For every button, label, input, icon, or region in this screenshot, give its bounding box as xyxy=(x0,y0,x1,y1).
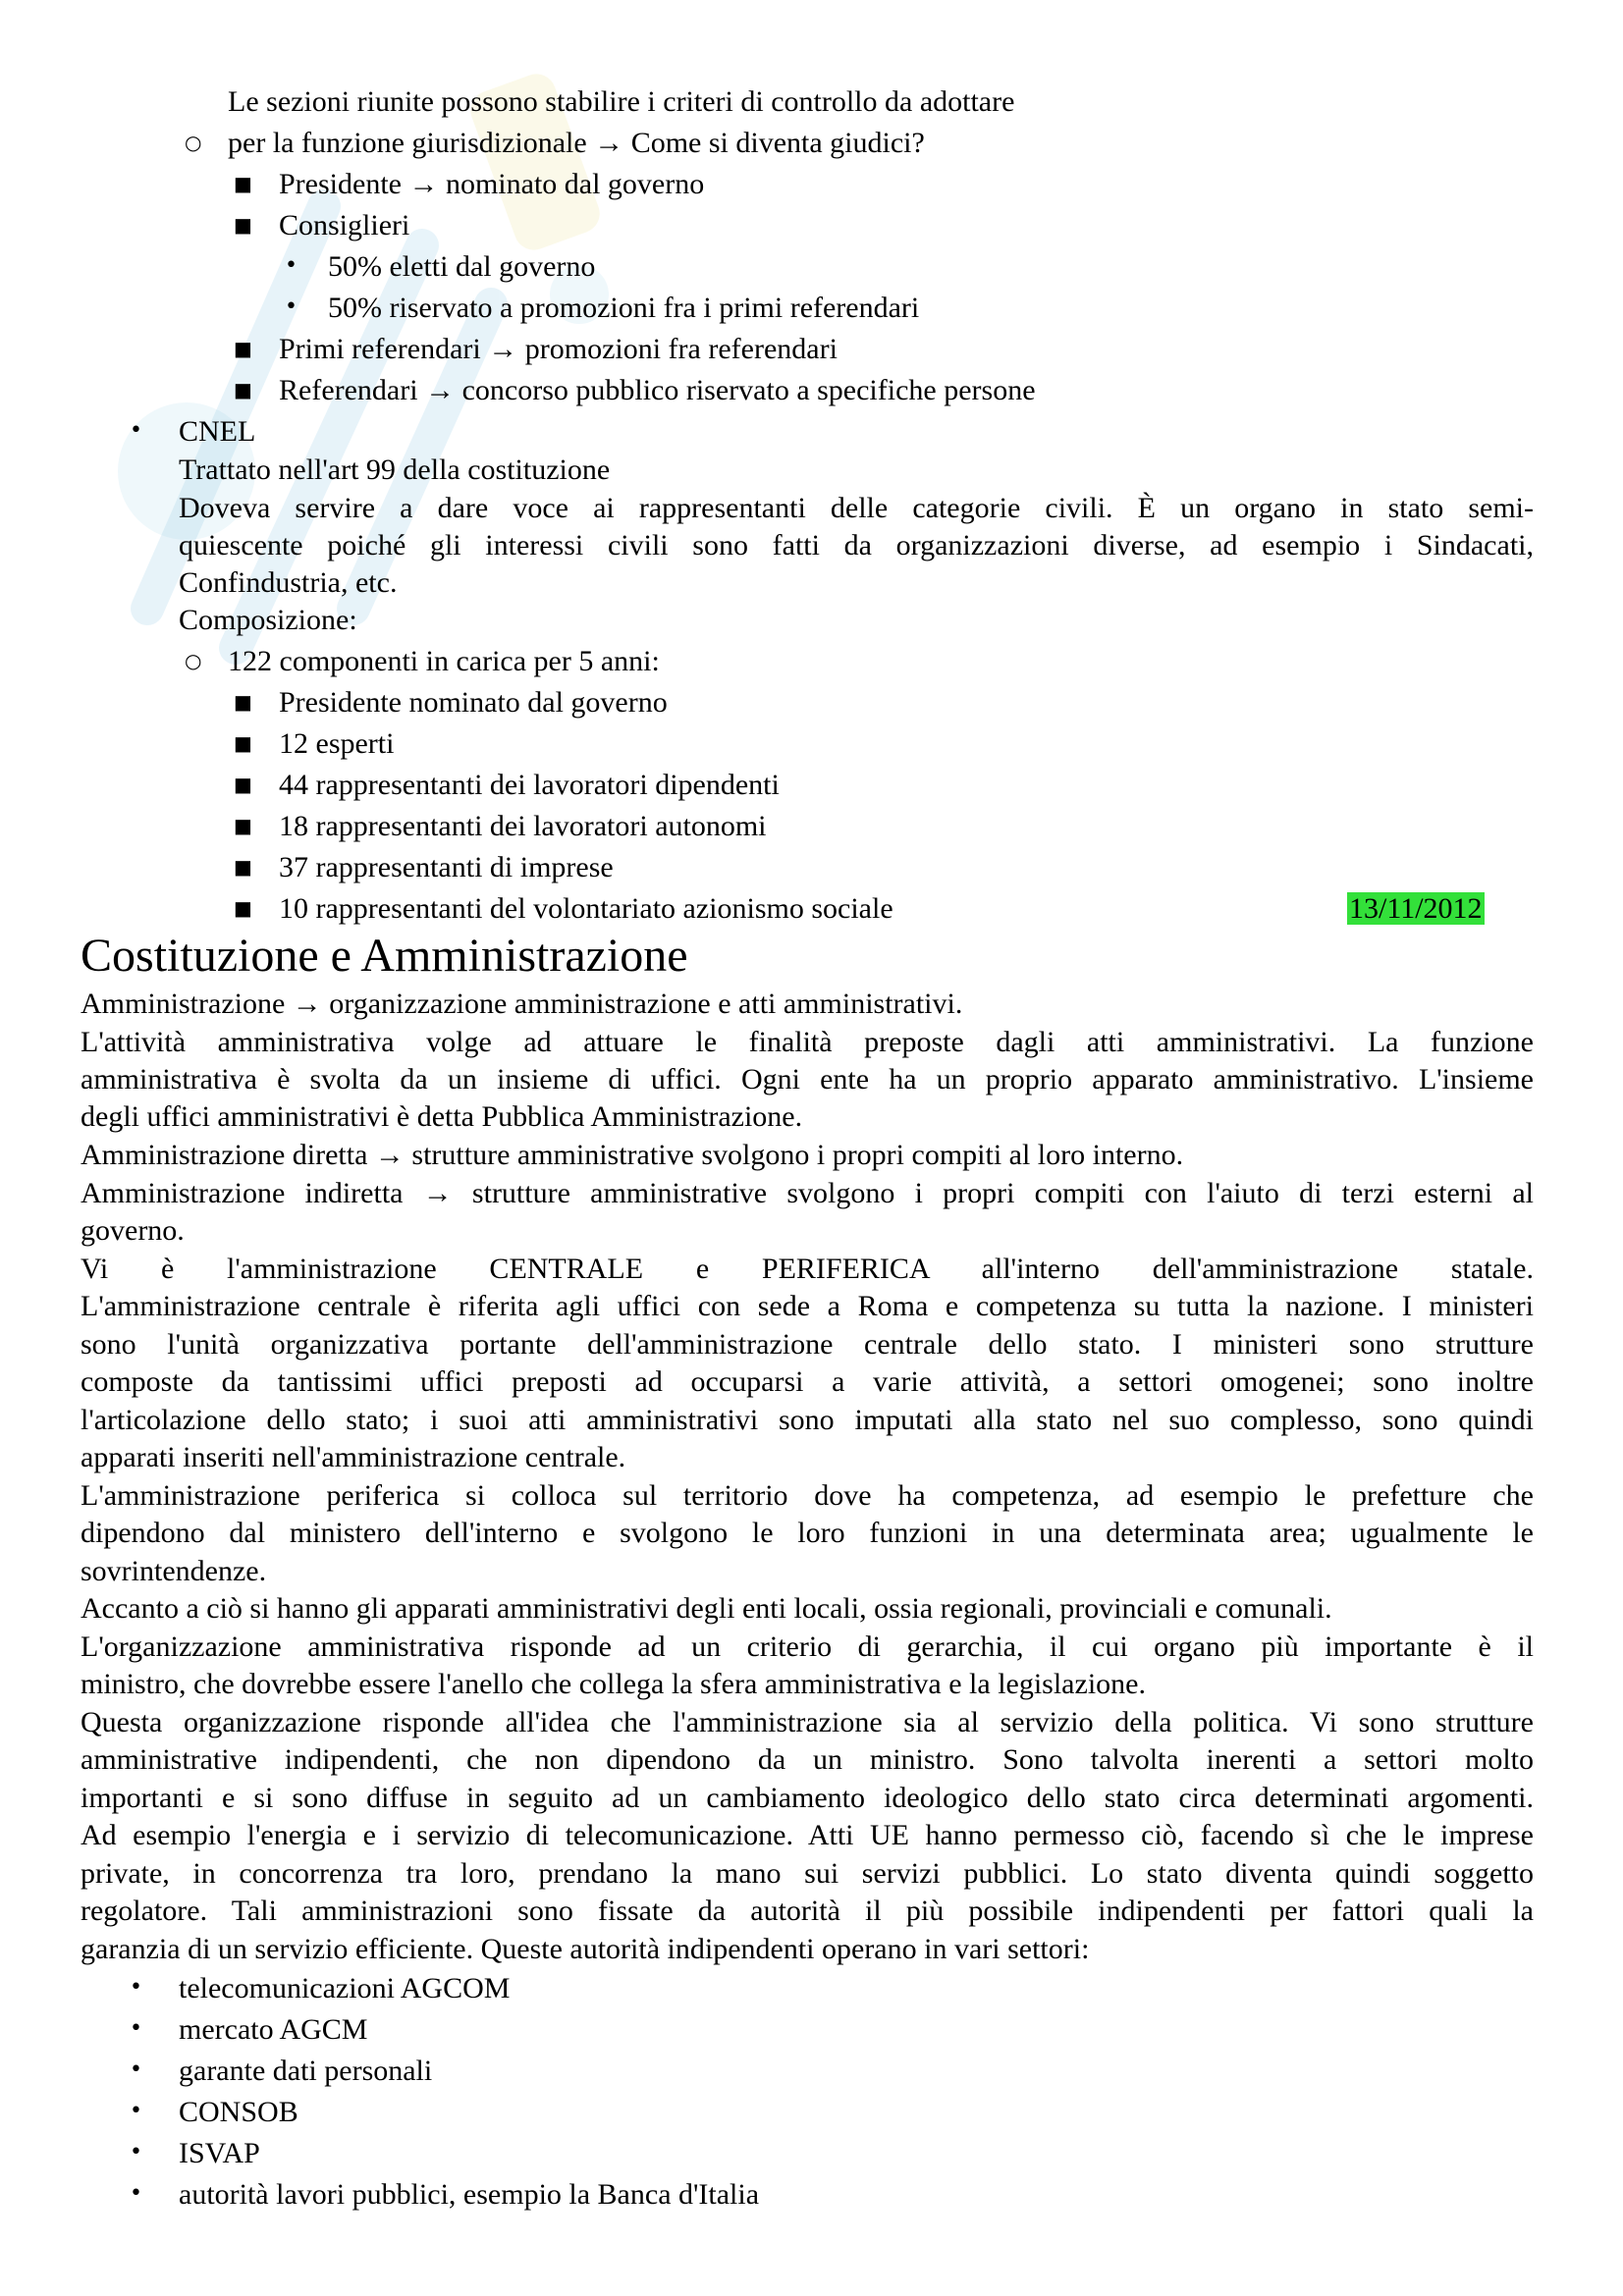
body-line: governo. xyxy=(81,1214,185,1247)
cnel-member-item: Presidente nominato dal governo xyxy=(279,686,668,719)
body-line: Ad esempio l'energia e i servizio di telecomunicazione. Atti UE hanno permesso ciò, facendo sì che le imprese xyxy=(81,1819,1534,1851)
body-line: regolatore. Tali amministrazioni sono fissate da autorità il più possibile indipendenti per fattori quali la xyxy=(81,1895,1534,1927)
body-line: degli uffici amministrativi è detta Pubblica Amministrazione. xyxy=(81,1100,803,1133)
authority-item: mercato AGCM xyxy=(179,2013,368,2046)
square-bullet-icon: ■ xyxy=(234,337,252,360)
body-line: Amministrazione indiretta → strutture amministrative svolgono i propri compiti con l'aiuto di terzi esterni al xyxy=(81,1177,1534,1209)
body-line: garanzia di un servizio efficiente. Queste autorità indipendenti operano in vari settori: xyxy=(81,1933,1090,1965)
square-bullet-icon: ■ xyxy=(234,690,252,714)
body-line: L'amministrazione centrale è riferita agli uffici con sede a Roma e competenza su tutta la nazione. I ministeri xyxy=(81,1290,1534,1322)
cnel-paragraph-line: Doveva servire a dare voce ai rappresentanti delle categorie civili. È un organo in stato semi- xyxy=(179,492,1534,524)
bullet-icon: • xyxy=(285,253,298,278)
president-item: Presidente → nominato dal governo xyxy=(279,168,705,200)
bullet-icon: • xyxy=(285,294,298,319)
cnel-member-item: 37 rappresentanti di imprese xyxy=(279,851,614,883)
body-line: L'organizzazione amministrativa risponde ad un criterio di gerarchia, il cui organo più importante è il xyxy=(81,1630,1534,1663)
body-line: l'articolazione dello stato; i suoi atti amministrativi sono imputati alla stato nel suo complesso, sono quindi xyxy=(81,1404,1534,1436)
circle-bullet-icon: ○ xyxy=(185,131,202,154)
bullet-icon: • xyxy=(130,2140,142,2164)
bullet-icon: • xyxy=(130,1975,142,2000)
cnel-paragraph-line: quiescente poiché gli interessi civili sono fatti da organizzazioni diverse, ad esempio i Sindacati, xyxy=(179,529,1534,561)
councillors-sub-item: 50% eletti dal governo xyxy=(328,250,596,283)
cnel-member-item: 18 rappresentanti dei lavoratori autonomi xyxy=(279,810,767,842)
body-line: L'attività amministrativa volge ad attuare le finalità preposte dagli atti amministrativi. La funzione xyxy=(81,1026,1534,1058)
cnel-article: Trattato nell'art 99 della costituzione xyxy=(179,454,611,486)
body-line: apparati inseriti nell'amministrazione centrale. xyxy=(81,1441,626,1473)
cnel-members-count: 122 componenti in carica per 5 anni: xyxy=(228,645,660,677)
councillors-item: Consiglieri xyxy=(279,209,410,241)
control-criteria-line: Le sezioni riunite possono stabilire i criteri di controllo da adottare xyxy=(228,85,1015,118)
date-highlight: 13/11/2012 xyxy=(1349,892,1483,925)
section-heading: Costituzione e Amministrazione xyxy=(81,930,688,982)
square-bullet-icon: ■ xyxy=(234,378,252,401)
body-line: dipendono dal ministero dell'interno e svolgono le loro funzioni in una determinata area; ugualmente le xyxy=(81,1517,1534,1549)
square-bullet-icon: ■ xyxy=(234,731,252,755)
authority-item: telecomunicazioni AGCOM xyxy=(179,1972,511,2004)
square-bullet-icon: ■ xyxy=(234,773,252,796)
square-bullet-icon: ■ xyxy=(234,213,252,237)
first-referendaries-item: Primi referendari → promozioni fra referendari xyxy=(279,333,838,365)
square-bullet-icon: ■ xyxy=(234,172,252,195)
body-line: private, in concorrenza tra loro, prendano la mano sui servizi pubblici. Lo stato diventa quindi soggetto xyxy=(81,1857,1534,1890)
bullet-icon: • xyxy=(130,418,142,443)
councillors-sub-item: 50% riservato a promozioni fra i primi referendari xyxy=(328,292,920,324)
body-line: sono l'unità organizzativa portante dell'amministrazione centrale dello stato. I ministeri sono strutture xyxy=(81,1328,1534,1361)
cnel-title: CNEL xyxy=(179,415,256,448)
square-bullet-icon: ■ xyxy=(234,855,252,879)
body-line: Questa organizzazione risponde all'idea che l'amministrazione sia al servizio della politica. Vi sono strutture xyxy=(81,1706,1534,1738)
authority-item: autorità lavori pubblici, esempio la Banca d'Italia xyxy=(179,2178,760,2211)
square-bullet-icon: ■ xyxy=(234,896,252,920)
bullet-icon: • xyxy=(130,2181,142,2206)
circle-bullet-icon: ○ xyxy=(185,649,202,672)
body-line: importanti e si sono diffuse in seguito ad un cambiamento ideologico dello stato circa determinati argomenti. xyxy=(81,1782,1534,1814)
bullet-icon: • xyxy=(130,2016,142,2041)
square-bullet-icon: ■ xyxy=(234,814,252,837)
cnel-member-item: 10 rappresentanti del volontariato azionismo sociale xyxy=(279,892,893,925)
bullet-icon: • xyxy=(130,2057,142,2082)
authority-item: ISVAP xyxy=(179,2137,260,2169)
body-line: Amministrazione diretta → strutture amministrative svolgono i propri compiti al loro interno. xyxy=(81,1139,1184,1171)
body-line: sovrintendenze. xyxy=(81,1555,267,1587)
cnel-member-item: 12 esperti xyxy=(279,727,395,760)
cnel-member-item: 44 rappresentanti dei lavoratori dipendenti xyxy=(279,769,780,801)
body-line: L'amministrazione periferica si colloca sul territorio dove ha competenza, ad esempio le prefetture che xyxy=(81,1479,1534,1512)
bullet-icon: • xyxy=(130,2099,142,2123)
authority-item: CONSOB xyxy=(179,2096,298,2128)
body-line: Accanto a ciò si hanno gli apparati amministrativi degli enti locali, ossia regionali, provinciali e comunali. xyxy=(81,1592,1332,1625)
jurisdiction-item: per la funzione giurisdizionale → Come si diventa giudici? xyxy=(228,127,925,159)
cnel-paragraph-line: Confindustria, etc. xyxy=(179,566,398,599)
body-line: amministrativa è svolta da un insieme di uffici. Ogni ente ha un proprio apparato amministrativo. L'insieme xyxy=(81,1063,1534,1095)
referendaries-item: Referendari → concorso pubblico riservato a specifiche persone xyxy=(279,374,1036,406)
body-line: Vi è l'amministrazione CENTRALE e PERIFERICA all'interno dell'amministrazione statale. xyxy=(81,1253,1534,1285)
body-line: amministrative indipendenti, che non dipendono da un ministro. Sono talvolta inerenti a settori molto xyxy=(81,1743,1534,1776)
cnel-composition-label: Composizione: xyxy=(179,604,357,636)
authority-item: garante dati personali xyxy=(179,2055,433,2087)
body-line: Amministrazione → organizzazione amministrazione e atti amministrativi. xyxy=(81,988,963,1020)
body-line: ministro, che dovrebbe essere l'anello che collega la sfera amministrativa e la legislazione. xyxy=(81,1668,1146,1700)
body-line: composte da tantissimi uffici preposti ad occuparsi a varie attività, a settori omogenei; sono inoltre xyxy=(81,1365,1534,1398)
